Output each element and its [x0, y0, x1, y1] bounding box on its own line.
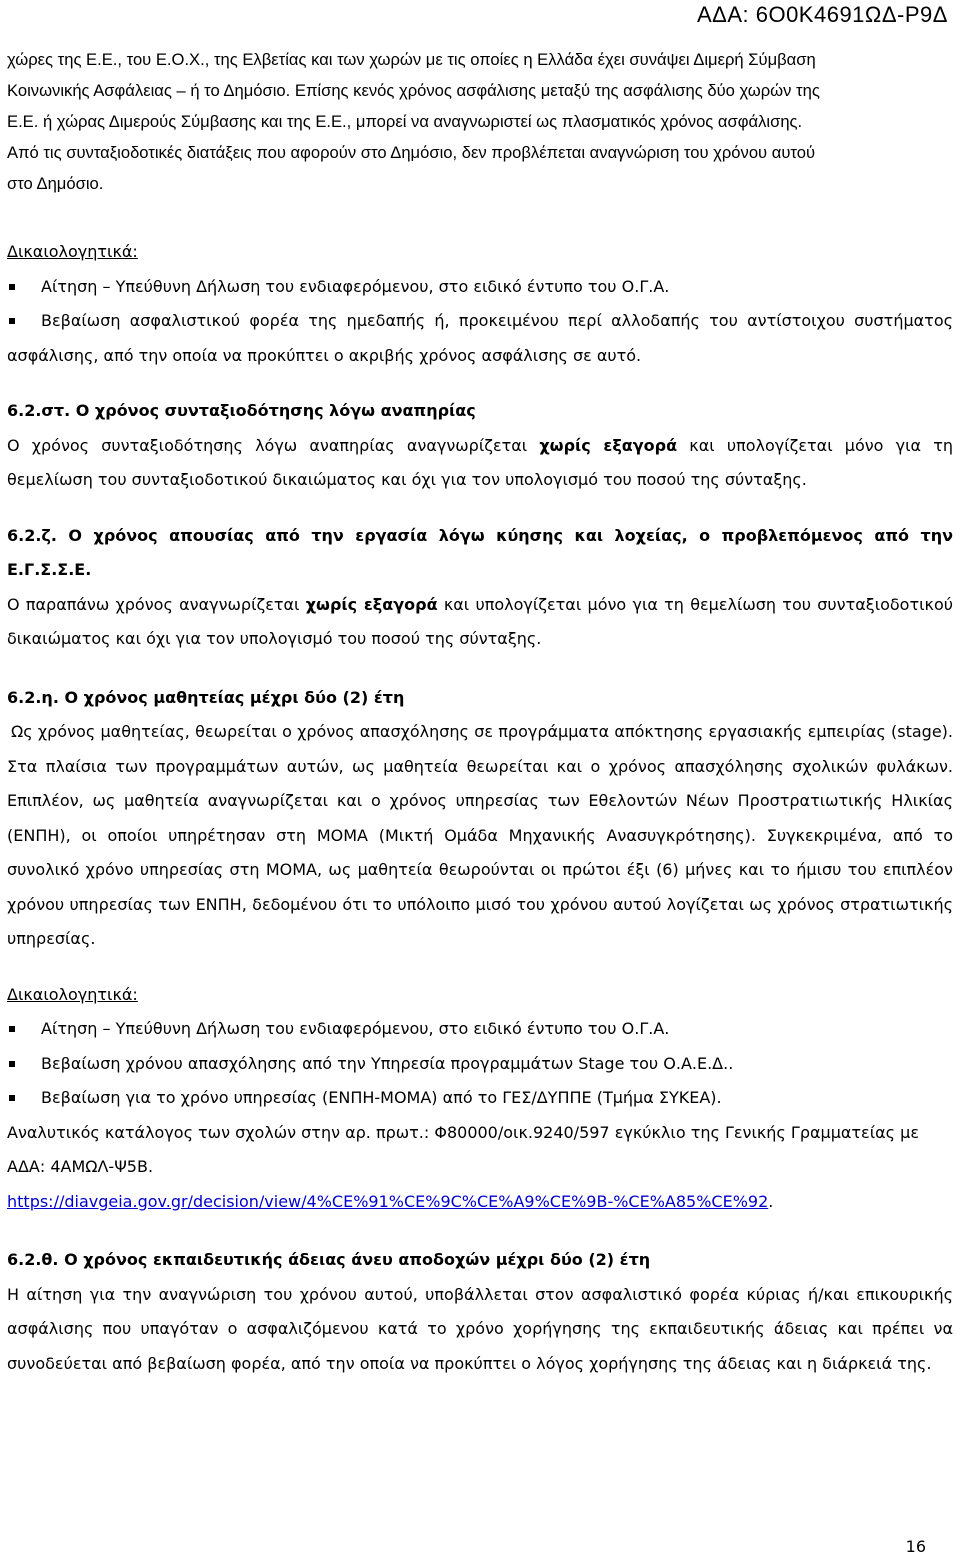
text-run: Ο χρόνος συνταξιοδότησης λόγω αναπηρίας αναγνωρίζεται — [7, 435, 540, 455]
section-text: Η αίτηση για την αναγνώριση του χρόνου αυτού, υποβάλλεται στον ασφαλιστικό φορέα κύριας ή/και επικουρικής ασφάλισης που υπαγόταν ο ασφαλιζόμενου κατά το χρόνο χορήγησης της εκπαιδευτικής άδειας και πρέπει να συνοδεύεται από βεβαίωση φορέα, από την οποία να προκύπτει ο λόγος χορήγησης της άδειας και η διάρκειά της. — [7, 1284, 953, 1373]
docs-item-text: Βεβαίωση για το χρόνο υπηρεσίας (ΕΝΠΗ-ΜΟΜΑ) από το ΓΕΣ/ΔΥΠΠΕ (Τμήμα ΣΥΚΕΑ). — [41, 1088, 722, 1107]
docs-item-text: Αίτηση – Υπεύθυνη Δήλωση του ενδιαφερόμενου, στο ειδικό έντυπο του Ο.Γ.Α. — [41, 276, 670, 296]
docs-item-text: Βεβαίωση χρόνου απασχόλησης από την Υπηρεσία προγραμμάτων Stage του Ο.Α.Ε.Δ.. — [41, 1053, 734, 1073]
intro-line: Από τις συνταξιοδοτικές διατάξεις που αφορούν στο Δημόσιο, δεν προβλέπεται αναγνώριση του χρόνου αυτού — [7, 143, 816, 162]
docs-list — [7, 270, 953, 374]
bullet-square-icon — [9, 1026, 15, 1032]
text-run: και υπολογίζεται μόνο για τη θεμελίωση του συνταξιοδοτικού δικαιώματος και όχι για τον υπολογισμό του ποσού της σύνταξης. — [7, 594, 953, 648]
docs-list — [7, 1012, 953, 1116]
emphasis: χωρίς εξαγορά — [305, 594, 438, 614]
section-title: 6.2.ζ. Ο χρόνος απουσίας από την εργασία λόγω κύησης και λοχείας, ο προβλεπόμενος από την Ε.Γ.Σ.Σ.Ε. — [7, 525, 953, 579]
section-text: Ως χρόνος μαθητείας, θεωρείται ο χρόνος απασχόλησης σε προγράμματα απόκτησης εργασιακής εμπειρίας (stage). Στα πλαίσια των προγραμμάτων αυτών, ως μαθητεία θεωρείται και ο χρόνος απασχόλησης σχολικών φυλάκων. Επιπλέον, ως μαθητεία αναγνωρίζεται και ο χρόνος υπηρεσίας των Εθελοντών Νέων Προστρατιωτικής Ηλικίας (ΕΝΠΗ), οι οποίοι υπηρέτησαν στη ΜΟΜΑ (Μικτή Ομάδα Μηχανικής Ανασυγκρότησης). Συγκεκριμένα, από το συνολικό χρόνο υπηρεσίας στη ΜΟΜΑ, ως μαθητεία θεωρούνται οι πρώτοι έξι (6) μήνες και το ήμισυ του επιπλέον χρόνου υπηρεσίας των ΕΝΠΗ, δεδομένου ότι το υπόλοιπο μισό του χρόνου αυτού λογίζεται ως χρόνος στρατιωτικής υπηρεσίας. — [7, 722, 953, 948]
intro-line: στο Δημόσιο. — [7, 174, 104, 193]
docs-item — [7, 1047, 953, 1082]
docs-label: Δικαιολογητικά: — [7, 984, 138, 1004]
intro-line: Κοινωνικής Ασφάλειας – ή το Δημόσιο. Επίσης κενός χρόνος ασφάλισης μεταξύ της ασφάλισης δύο χωρών της — [7, 81, 820, 100]
bullet-square-icon — [9, 318, 15, 324]
bullet-square-icon — [9, 1095, 15, 1101]
link-line — [7, 1185, 953, 1220]
intro-line: χώρες της Ε.Ε., του Ε.Ο.Χ., της Ελβετίας και των χωρών με τις οποίες η Ελλάδα έχει συνάψει Διμερή Σύμβαση — [7, 50, 816, 69]
docs-item-text: Βεβαίωση ασφαλιστικού φορέα της ημεδαπής ή, προκειμένου περί αλλοδαπής του αντίστοιχου συστήματος ασφάλισης, από την οποία να προκύπτει ο ακριβής χρόνος ασφάλισης σε αυτό. — [7, 311, 953, 365]
intro-paragraph — [7, 44, 953, 199]
text-run: και υπολογίζεται μόνο για τη θεμελίωση του συνταξιοδοτικού δικαιώματος και όχι για τον υπολογισμό του ποσού της σύνταξης. — [7, 435, 954, 489]
docs-item — [7, 270, 953, 305]
docs-item — [7, 1081, 953, 1116]
section-text — [7, 429, 953, 498]
ada-code: ΑΔΑ: 6Ο0Κ4691ΩΔ-Ρ9Δ — [696, 2, 948, 27]
text-run: Ο παραπάνω χρόνος αναγνωρίζεται — [7, 594, 306, 614]
link-suffix: . — [768, 1191, 774, 1211]
catalog-text: Αναλυτικός κατάλογος των σχολών στην αρ. πρωτ.: Φ80000/οικ.9240/597 εγκύκλιο της Γενικής Γραμματείας με ΑΔΑ: 4ΑΜΩΛ-Ψ5Β. — [7, 1122, 919, 1176]
bullet-square-icon — [9, 284, 15, 290]
bullet-square-icon — [9, 1061, 15, 1067]
docs-item — [7, 304, 953, 373]
section-title: 6.2.η. Ο χρόνος μαθητείας μέχρι δύο (2) έτη — [7, 687, 405, 707]
docs-item — [7, 1012, 953, 1047]
docs-label: Δικαιολογητικά: — [7, 242, 138, 261]
intro-line: Ε.Ε. ή χώρας Διμερούς Σύμβασης και της Ε.Ε., μπορεί να αναγνωριστεί ως πλασματικός χρόνος ασφάλισης. — [7, 112, 803, 131]
document-body — [7, 44, 953, 1381]
page-number: 16 — [905, 1537, 926, 1556]
section-text — [7, 588, 953, 657]
emphasis: χωρίς εξαγορά — [539, 435, 678, 455]
section-title: 6.2.θ. Ο χρόνος εκπαιδευτικής άδειας άνευ αποδοχών μέχρι δύο (2) έτη — [7, 1250, 651, 1269]
section-title: 6.2.στ. Ο χρόνος συνταξιοδότησης λόγω αναπηρίας — [7, 401, 476, 420]
docs-item-text: Αίτηση – Υπεύθυνη Δήλωση του ενδιαφερόμενου, στο ειδικό έντυπο του Ο.Γ.Α. — [41, 1019, 670, 1038]
diavgeia-link[interactable]: https://diavgeia.gov.gr/decision/view/4%CE%91%CE%9C%CE%A9%CE%9B-%CE%A85%CE%92 — [7, 1191, 769, 1211]
